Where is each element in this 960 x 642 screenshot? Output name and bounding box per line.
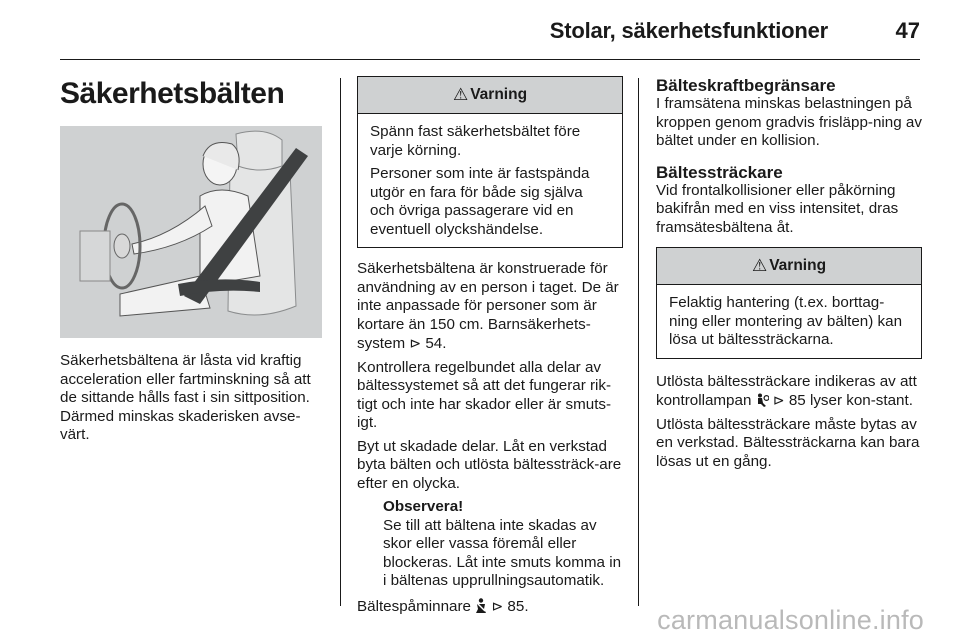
warning-text-1b: Personer som inte är fastspända utgör en fara för både sig själva och övriga passagerare vid en eventuell olyckshändelse. bbox=[370, 165, 590, 238]
subheading-pretensioner: Bältessträckare bbox=[656, 162, 783, 182]
col2-reminder-line bbox=[357, 597, 623, 617]
warning-header-2 bbox=[657, 248, 921, 285]
warning-triangle-icon: ⚠ bbox=[452, 84, 469, 104]
col1-body-text: Säkerhetsbältena är låsta vid kraftig acceleration eller fartminskning så att de sittande hålls fast i sin sittposition. Därmed minskas skaderisken avse-värt. bbox=[60, 352, 311, 443]
note-text: Se till att bältena inte skadas av skor eller vassa föremål eller blockeras. Låt inte smuts komma in i bältenas upprullningsautomatik. bbox=[383, 516, 622, 589]
column-divider-2 bbox=[638, 78, 639, 606]
col2-paragraph-3: Byt ut skadade delar. Låt en verkstad byta bälten och utlösta bältessträck-are efter en olycka. bbox=[357, 437, 622, 492]
reminder-text: Bältespåminnare bbox=[357, 597, 471, 615]
col3-paragraph-4: Utlösta bältessträckare måste bytas av en verkstad. Bältessträckarna kan bara lösas ut en gång. bbox=[656, 415, 920, 470]
seatbelt-reminder-icon bbox=[475, 598, 491, 615]
reference-arrow-icon: ⊳ bbox=[491, 597, 504, 614]
col2-paragraph-2: Kontrollera regelbundet alla delar av bältessystemet så att det fungerar rik-tigt och inte har skador eller är smuts-igt. bbox=[357, 358, 612, 431]
warning-triangle-icon: ⚠ bbox=[751, 255, 768, 275]
page-header-title: Stolar, säkerhetsfunktioner bbox=[549, 18, 828, 43]
warning-box-1 bbox=[357, 76, 623, 248]
column-divider-1 bbox=[340, 78, 341, 606]
warning-label-1: Varning bbox=[470, 85, 528, 103]
warning-body-1 bbox=[358, 114, 622, 247]
column-2 bbox=[357, 76, 623, 621]
seatbelt-illustration bbox=[60, 126, 322, 338]
warning-text-1a: Spänn fast säkerhetsbältet före varje körning. bbox=[370, 123, 581, 159]
note-title: Observera! bbox=[383, 498, 464, 515]
reminder-ref: 85. bbox=[507, 597, 529, 615]
warning-body-2 bbox=[657, 285, 921, 358]
col3-p3b: 85 lyser kon-stant. bbox=[788, 392, 913, 409]
reference-arrow-icon: ⊳ bbox=[409, 335, 422, 351]
warning-text-2: Felaktig hantering (t.ex. borttag-ning eller montering av bälten) kan lösa ut bältessträckarna. bbox=[669, 294, 903, 348]
subheading-force-limiter: Bälteskraftbegränsare bbox=[656, 76, 836, 95]
col3-paragraph-2: Vid frontalkollisioner eller påkörning bakifrån med en viss intensitet, dras framsätesbältena åt. bbox=[656, 181, 899, 236]
col2-p1-ref: 54. bbox=[425, 335, 447, 352]
driver-with-seatbelt-image bbox=[60, 126, 322, 338]
page-number: 47 bbox=[895, 18, 920, 43]
warning-label-2: Varning bbox=[769, 256, 827, 274]
warning-header-1 bbox=[358, 77, 622, 114]
column-1 bbox=[60, 76, 324, 450]
col3-paragraph-3 bbox=[656, 373, 922, 411]
reference-arrow-icon: ⊳ bbox=[772, 392, 785, 408]
header-divider bbox=[60, 59, 920, 60]
col3-p3a: Utlösta bältessträckare indikeras av att kontrollampan bbox=[656, 372, 917, 409]
watermark: carmanualsonline.info bbox=[657, 605, 924, 635]
warning-box-2 bbox=[656, 247, 922, 359]
column-3 bbox=[656, 76, 922, 476]
col3-paragraph-1: I framsätena minskas belastningen på kroppen genom gradvis frisläpp-ning av bältet under en kollision. bbox=[656, 95, 922, 149]
col2-p1-text: Säkerhetsbältena är konstruerade för användning av en person i taget. De är inte anpassade för personer som är kortare än 150 cm. Barnsäkerhets-system bbox=[357, 260, 619, 352]
section-title: Säkerhetsbälten bbox=[60, 77, 285, 110]
airbag-warning-icon bbox=[756, 392, 773, 409]
col2-paragraph-1 bbox=[357, 260, 623, 354]
note-block bbox=[357, 498, 623, 591]
